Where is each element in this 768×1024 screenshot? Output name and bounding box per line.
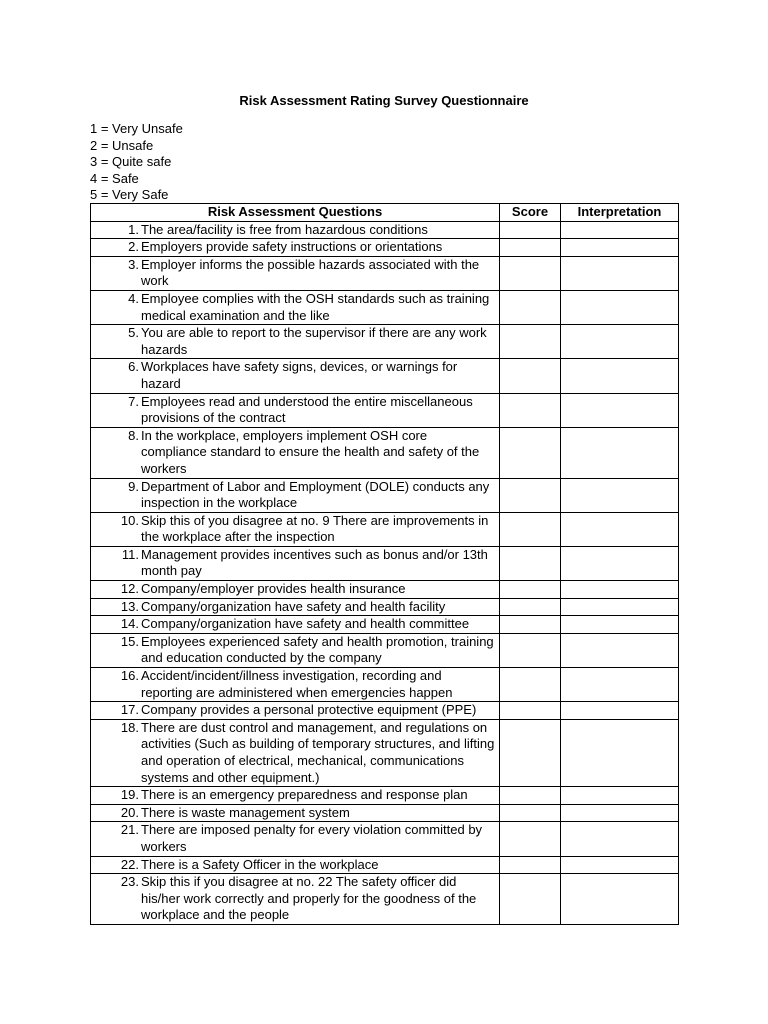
table-row — [91, 874, 679, 925]
question-number: 16. — [120, 668, 139, 684]
table-row — [91, 787, 679, 805]
question-cell — [91, 581, 500, 599]
question-number: 22. — [120, 856, 139, 872]
legend-item-3: 3 = Quite safe — [90, 154, 172, 170]
score-cell[interactable] — [500, 427, 561, 478]
table-row — [91, 633, 679, 667]
question-cell — [91, 856, 500, 874]
table-row — [91, 427, 679, 478]
table-row — [91, 702, 679, 720]
question-cell — [91, 633, 500, 667]
question-number: 4. — [128, 290, 139, 306]
score-cell[interactable] — [500, 221, 561, 239]
question-number: 18. — [120, 719, 139, 735]
interpretation-cell[interactable] — [561, 633, 679, 667]
question-text: Employee complies with the OSH standards such as training medical examination and the like — [141, 290, 490, 323]
interpretation-cell[interactable] — [561, 239, 679, 257]
interpretation-cell[interactable] — [561, 393, 679, 427]
question-text: You are able to report to the supervisor if there are any work hazards — [141, 325, 487, 357]
question-cell — [91, 874, 500, 925]
score-cell[interactable] — [500, 290, 561, 324]
question-cell — [91, 290, 500, 324]
score-cell[interactable] — [500, 359, 561, 393]
question-text: Department of Labor and Employment (DOLE) conducts any inspection in the workplace — [141, 478, 490, 511]
interpretation-cell[interactable] — [561, 668, 679, 702]
question-number: 6. — [128, 359, 139, 375]
question-text: Employees read and understood the entire miscellaneous provisions of the contract — [141, 393, 473, 426]
question-number: 5. — [128, 325, 139, 341]
question-number: 8. — [128, 427, 139, 443]
table-row — [91, 822, 679, 856]
question-text: There is waste management system — [141, 804, 350, 820]
score-cell[interactable] — [500, 616, 561, 634]
question-number: 9. — [128, 478, 139, 494]
table-body — [91, 221, 679, 924]
question-number: 12. — [120, 581, 139, 597]
interpretation-cell[interactable] — [561, 221, 679, 239]
question-cell — [91, 478, 500, 512]
header-score: Score — [500, 204, 561, 222]
score-cell[interactable] — [500, 633, 561, 667]
table-row — [91, 478, 679, 512]
question-cell — [91, 702, 500, 720]
interpretation-cell[interactable] — [561, 325, 679, 359]
legend-item-5: 5 = Very Safe — [90, 187, 169, 203]
question-text: In the workplace, employers implement OSH core compliance standard to ensure the health and safety of the workers — [141, 427, 480, 476]
interpretation-cell[interactable] — [561, 719, 679, 786]
table-row — [91, 616, 679, 634]
interpretation-cell[interactable] — [561, 581, 679, 599]
question-cell — [91, 787, 500, 805]
question-number: 1. — [128, 221, 139, 237]
question-text: There is a Safety Officer in the workplace — [141, 856, 379, 872]
question-text: Management provides incentives such as bonus and/or 13th month pay — [141, 546, 488, 579]
interpretation-cell[interactable] — [561, 427, 679, 478]
question-cell — [91, 427, 500, 478]
table-row — [91, 359, 679, 393]
interpretation-cell[interactable] — [561, 822, 679, 856]
question-cell — [91, 804, 500, 822]
legend-item-4: 4 = Safe — [90, 170, 139, 186]
question-number: 19. — [120, 787, 139, 803]
table-row — [91, 221, 679, 239]
question-cell — [91, 359, 500, 393]
question-text: Workplaces have safety signs, devices, or warnings for hazard — [141, 359, 458, 391]
question-text: Company provides a personal protective equipment (PPE) — [141, 702, 477, 718]
table-row — [91, 239, 679, 257]
question-cell — [91, 393, 500, 427]
interpretation-cell[interactable] — [561, 478, 679, 512]
interpretation-cell[interactable] — [561, 874, 679, 925]
table-row — [91, 598, 679, 616]
interpretation-cell[interactable] — [561, 787, 679, 805]
question-number: 15. — [120, 633, 139, 649]
question-cell — [91, 256, 500, 290]
interpretation-cell[interactable] — [561, 616, 679, 634]
interpretation-cell[interactable] — [561, 702, 679, 720]
interpretation-cell[interactable] — [561, 256, 679, 290]
question-number: 7. — [128, 393, 139, 409]
question-number: 20. — [120, 804, 139, 820]
question-text: Company/organization have safety and health facility — [141, 598, 446, 614]
score-cell[interactable] — [500, 598, 561, 616]
score-cell[interactable] — [500, 719, 561, 786]
score-cell[interactable] — [500, 239, 561, 257]
interpretation-cell[interactable] — [561, 598, 679, 616]
question-cell — [91, 668, 500, 702]
question-text: Skip this if you disagree at no. 22 The safety officer did his/her work correctly and properly for the goodness of the workplace and the people — [141, 874, 477, 923]
question-number: 13. — [120, 598, 139, 614]
question-text: The area/facility is free from hazardous conditions — [141, 221, 428, 237]
question-text: Company/organization have safety and health committee — [141, 616, 470, 632]
question-number: 10. — [120, 512, 139, 528]
interpretation-cell[interactable] — [561, 290, 679, 324]
question-text: There are imposed penalty for every violation committed by workers — [141, 822, 483, 854]
score-cell[interactable] — [500, 856, 561, 874]
table-row — [91, 393, 679, 427]
question-cell — [91, 719, 500, 786]
question-text: Employers provide safety instructions or orientations — [141, 239, 443, 255]
rating-legend — [90, 121, 183, 204]
score-cell[interactable] — [500, 581, 561, 599]
table-row — [91, 290, 679, 324]
score-cell[interactable] — [500, 874, 561, 925]
question-text: There is an emergency preparedness and response plan — [141, 787, 468, 803]
interpretation-cell[interactable] — [561, 546, 679, 580]
score-cell[interactable] — [500, 393, 561, 427]
question-cell — [91, 512, 500, 546]
question-text: Company/employer provides health insurance — [141, 581, 406, 597]
table-row — [91, 512, 679, 546]
question-cell — [91, 822, 500, 856]
table-row — [91, 546, 679, 580]
question-text: Skip this of you disagree at no. 9 There are improvements in the workplace after the inspection — [141, 512, 489, 545]
question-cell — [91, 616, 500, 634]
score-cell[interactable] — [500, 546, 561, 580]
interpretation-cell[interactable] — [561, 804, 679, 822]
interpretation-cell[interactable] — [561, 512, 679, 546]
legend-item-1: 1 = Very Unsafe — [90, 121, 183, 136]
header-questions: Risk Assessment Questions — [91, 204, 500, 222]
interpretation-cell[interactable] — [561, 856, 679, 874]
table-row — [91, 668, 679, 702]
question-cell — [91, 546, 500, 580]
score-cell[interactable] — [500, 668, 561, 702]
score-cell[interactable] — [500, 804, 561, 822]
table-header-row — [91, 204, 679, 222]
question-text: Accident/incident/illness investigation, recording and reporting are administered when emergencies happen — [141, 668, 453, 700]
score-cell[interactable] — [500, 478, 561, 512]
score-cell[interactable] — [500, 256, 561, 290]
score-cell[interactable] — [500, 822, 561, 856]
table-row — [91, 256, 679, 290]
question-cell — [91, 221, 500, 239]
question-text: There are dust control and management, and regulations on activities (Such as building of temporary structures, and lifting and operation of electrical, mechanical, communications systems and other equipment.) — [141, 719, 495, 785]
table-row — [91, 325, 679, 359]
question-number: 11. — [121, 546, 139, 562]
question-number: 2. — [128, 239, 139, 255]
interpretation-cell[interactable] — [561, 359, 679, 393]
table-row — [91, 719, 679, 786]
table-row — [91, 856, 679, 874]
question-cell — [91, 239, 500, 257]
legend-item-2: 2 = Unsafe — [90, 137, 154, 153]
questionnaire-table — [90, 203, 679, 925]
document-title: Risk Assessment Rating Survey Questionnaire — [239, 93, 529, 108]
question-number: 14. — [120, 616, 139, 632]
score-cell[interactable] — [500, 787, 561, 805]
table-row — [91, 581, 679, 599]
question-text: Employer informs the possible hazards associated with the work — [141, 256, 480, 289]
question-number: 23. — [120, 874, 139, 890]
question-text: Employees experienced safety and health promotion, training and education conducted by the company — [141, 633, 494, 666]
header-interpretation: Interpretation — [561, 204, 679, 222]
table-row — [91, 804, 679, 822]
question-cell — [91, 325, 500, 359]
score-cell[interactable] — [500, 512, 561, 546]
question-number: 3. — [128, 256, 139, 272]
score-cell[interactable] — [500, 702, 561, 720]
question-number: 17. — [120, 702, 139, 718]
question-number: 21. — [120, 822, 139, 838]
question-cell — [91, 598, 500, 616]
score-cell[interactable] — [500, 325, 561, 359]
